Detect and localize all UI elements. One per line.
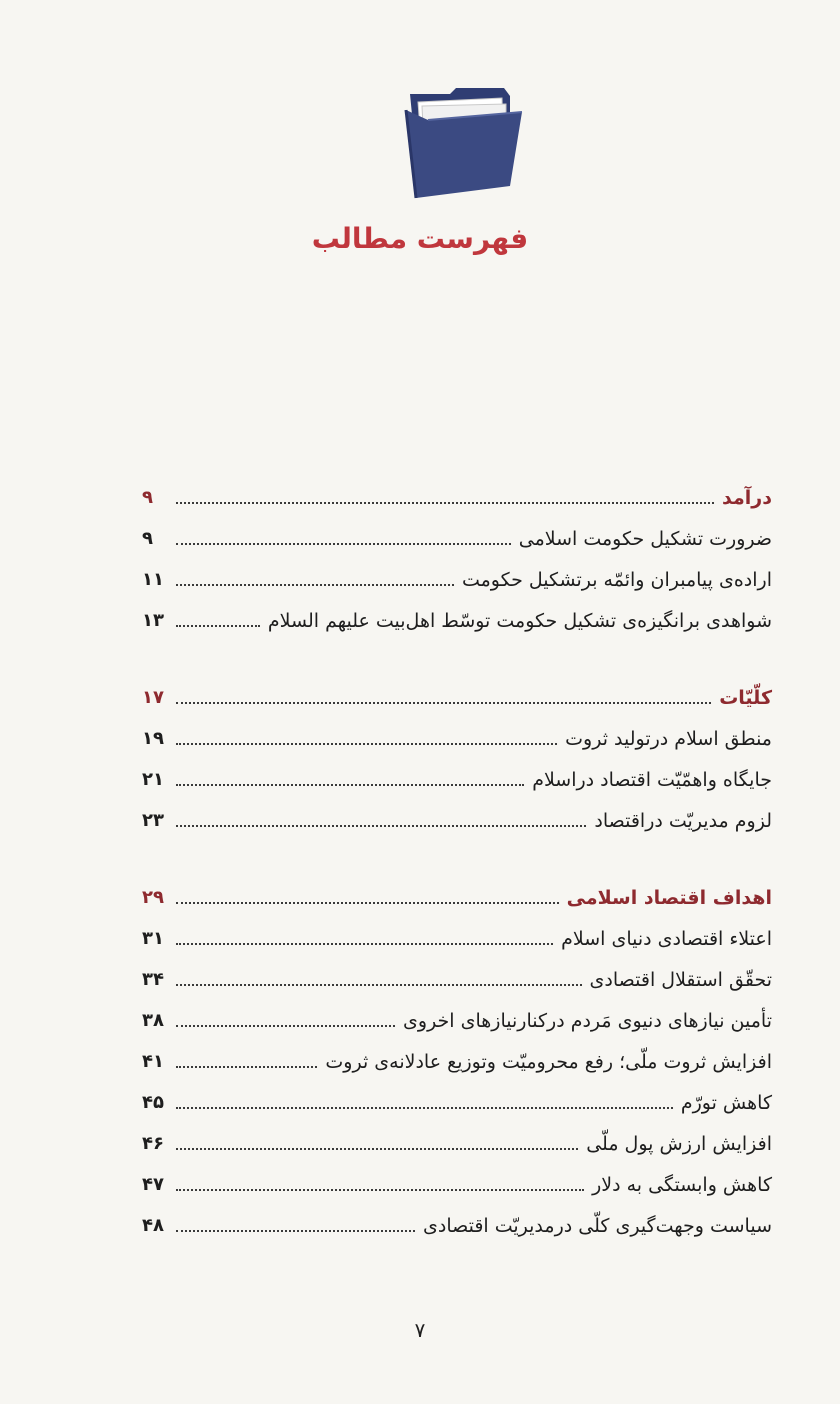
toc-page-number: ۹ bbox=[142, 528, 153, 549]
toc-entry[interactable] bbox=[142, 711, 772, 752]
toc-page-number: ۳۱ bbox=[142, 928, 164, 949]
toc-entry[interactable] bbox=[142, 752, 772, 793]
toc-entry[interactable] bbox=[142, 793, 772, 834]
toc-page-number: ۱۱ bbox=[142, 569, 164, 590]
toc-entry[interactable] bbox=[142, 1116, 772, 1157]
toc-heading[interactable] bbox=[142, 670, 772, 711]
toc-entry-title: کاهش وابستگی به دلار bbox=[592, 1174, 772, 1196]
dot-leader bbox=[176, 943, 553, 945]
toc-page-number: ۱۷ bbox=[142, 687, 164, 708]
toc-entry-title: اعتلاء اقتصادی دنیای اسلام bbox=[561, 928, 772, 950]
toc-section-generalities bbox=[142, 670, 772, 834]
dot-leader bbox=[176, 1230, 415, 1232]
dot-leader bbox=[176, 743, 557, 745]
toc-page-number: ۳۸ bbox=[142, 1010, 164, 1031]
toc-heading-title: کلّیّات bbox=[719, 687, 772, 709]
toc-page-number: ۴۷ bbox=[142, 1174, 164, 1195]
toc-page-number: ۴۱ bbox=[142, 1051, 164, 1072]
page-number: ۷ bbox=[414, 1318, 426, 1342]
toc-entry-title: لزوم مدیریّت دراقتصاد bbox=[594, 810, 772, 832]
toc-entry-title: سیاست وجهت‌گیری کلّی درمدیریّت اقتصادی bbox=[422, 1215, 772, 1237]
toc-entry[interactable] bbox=[142, 511, 772, 552]
dot-leader bbox=[176, 502, 714, 504]
toc-page-number: ۱۹ bbox=[142, 728, 164, 749]
toc-page-number: ۲۹ bbox=[142, 887, 164, 908]
dot-leader bbox=[176, 584, 454, 586]
dot-leader bbox=[176, 1107, 673, 1109]
toc-page-number: ۹ bbox=[142, 487, 153, 508]
folder-icon bbox=[398, 84, 526, 200]
toc-entry-title: کاهش تورّم bbox=[680, 1092, 772, 1114]
toc-entry[interactable] bbox=[142, 993, 772, 1034]
toc-entry[interactable] bbox=[142, 1075, 772, 1116]
table-of-contents bbox=[142, 470, 772, 1239]
dot-leader bbox=[176, 1066, 317, 1068]
toc-entry[interactable] bbox=[142, 952, 772, 993]
toc-page-number: ۱۳ bbox=[142, 610, 164, 631]
toc-heading-title: اهداف اقتصاد اسلامی bbox=[566, 887, 772, 909]
dot-leader bbox=[176, 702, 711, 704]
toc-entry[interactable] bbox=[142, 1034, 772, 1075]
toc-entry[interactable] bbox=[142, 552, 772, 593]
dot-leader bbox=[176, 902, 559, 904]
toc-page-number: ۴۸ bbox=[142, 1215, 164, 1236]
toc-entry-title: منطق اسلام درتولید ثروت bbox=[565, 728, 772, 750]
toc-entry-title: تحقّق استقلال اقتصادی bbox=[589, 969, 772, 991]
toc-entry-title: تأمین نیازهای دنیوی مَردم درکنارنیازهای اخروی bbox=[403, 1010, 772, 1032]
dot-leader bbox=[176, 625, 260, 627]
toc-entry[interactable] bbox=[142, 1157, 772, 1198]
toc-page-number: ۲۳ bbox=[142, 810, 164, 831]
toc-entry-title: افزایش ثروت ملّی؛ رفع محرومیّت وتوزیع عادلانه‌ی ثروت bbox=[325, 1051, 772, 1073]
dot-leader bbox=[176, 984, 582, 986]
page-title: فهرست مطالب bbox=[311, 222, 529, 255]
toc-page-number: ۴۶ bbox=[142, 1133, 164, 1154]
toc-heading[interactable] bbox=[142, 870, 772, 911]
toc-page-number: ۳۴ bbox=[142, 969, 164, 990]
toc-entry[interactable] bbox=[142, 1198, 772, 1239]
dot-leader bbox=[176, 784, 524, 786]
toc-entry-title: اراده‌ی پیامبران وائمّه برتشکیل حکومت bbox=[461, 569, 772, 591]
dot-leader bbox=[176, 1148, 578, 1150]
toc-heading[interactable] bbox=[142, 470, 772, 511]
toc-entry[interactable] bbox=[142, 593, 772, 634]
toc-entry[interactable] bbox=[142, 911, 772, 952]
toc-entry-title: ضرورت تشکیل حکومت اسلامی bbox=[518, 528, 772, 550]
toc-section-introduction bbox=[142, 470, 772, 634]
toc-heading-title: درآمد bbox=[722, 487, 772, 509]
dot-leader bbox=[176, 1025, 395, 1027]
dot-leader bbox=[176, 1189, 584, 1191]
dot-leader bbox=[176, 543, 511, 545]
toc-section-economic-goals bbox=[142, 870, 772, 1239]
toc-page-number: ۴۵ bbox=[142, 1092, 164, 1113]
toc-page-number: ۲۱ bbox=[142, 769, 164, 790]
toc-entry-title: جایگاه واهمّیّت اقتصاد دراسلام bbox=[532, 769, 772, 791]
toc-entry-title: افزایش ارزش پول ملّی bbox=[586, 1133, 772, 1155]
dot-leader bbox=[176, 825, 586, 827]
toc-entry-title: شواهدی برانگیزه‌ی تشکیل حکومت توسّط اهل‌بیت علیهم السلام bbox=[267, 610, 772, 632]
